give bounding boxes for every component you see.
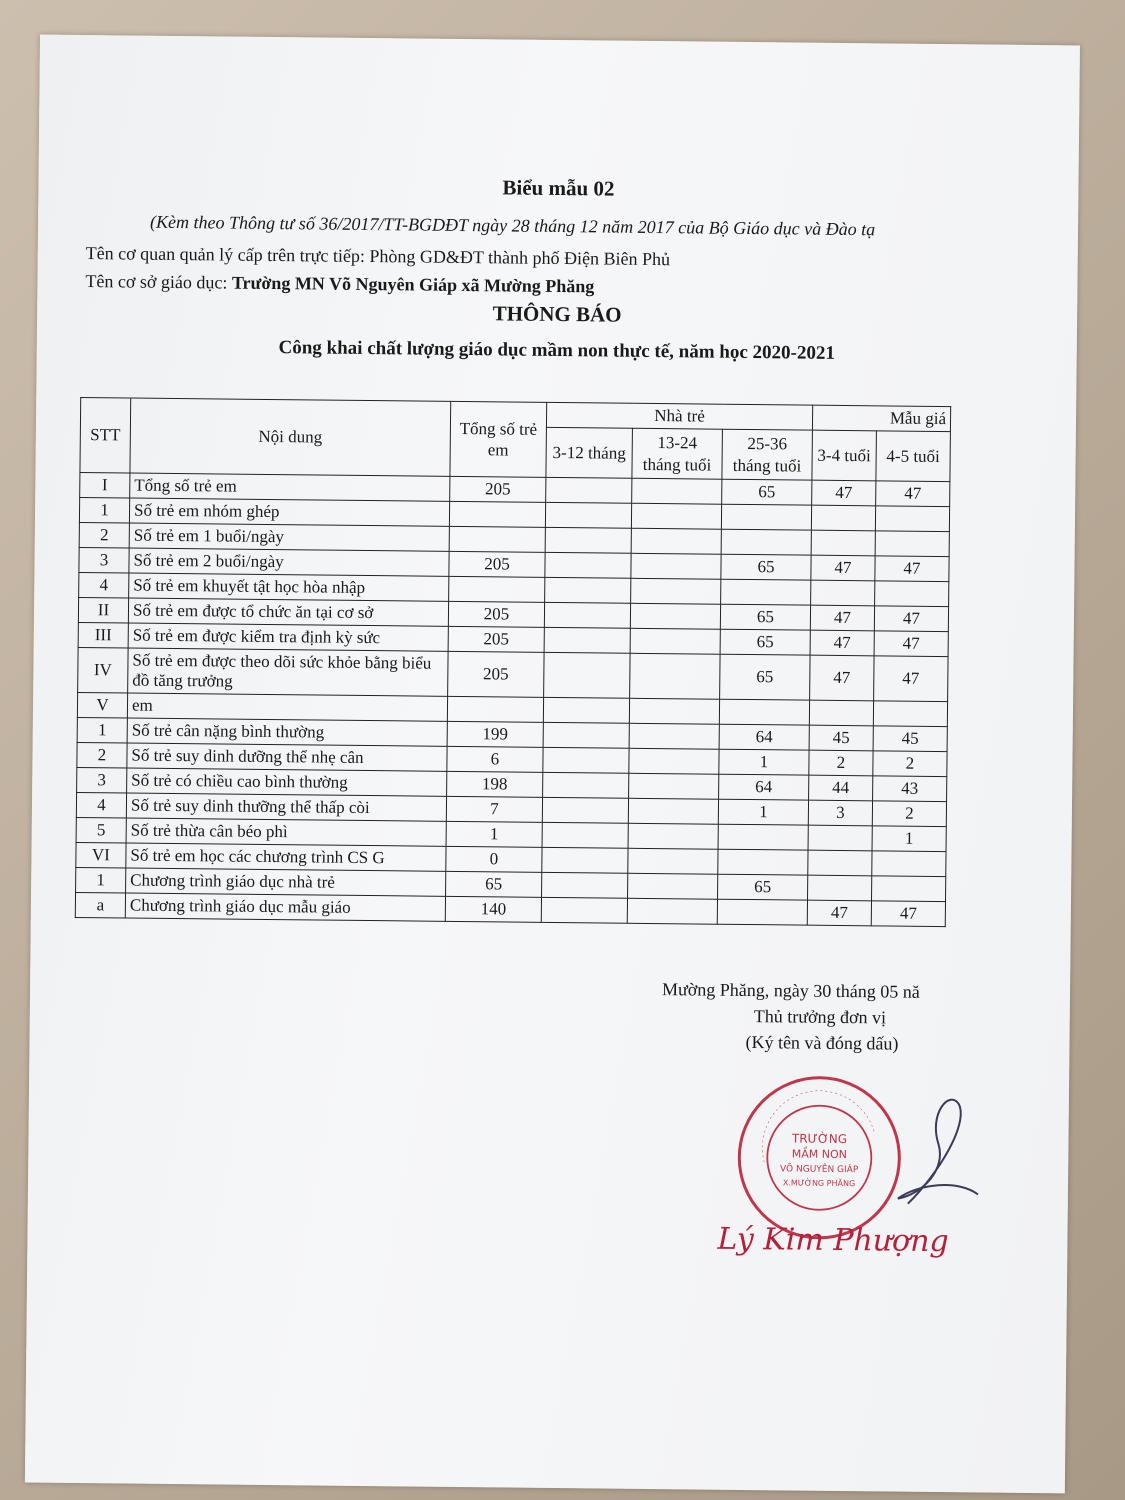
row-stt: VI	[76, 842, 126, 868]
row-age-13-24	[629, 773, 719, 799]
header-age-4-5: 4-5 tuổi	[876, 431, 951, 482]
row-age-13-24	[631, 528, 721, 554]
row-content: em	[127, 693, 447, 721]
row-total: 205	[448, 651, 544, 697]
row-age-4-5: 47	[871, 901, 945, 927]
row-age-3-12	[543, 772, 629, 798]
row-age-13-24	[631, 503, 721, 529]
row-age-25-36: 65	[722, 479, 812, 505]
header-age-13-24: 13-24 tháng tuổi	[632, 428, 723, 479]
row-content: Số trẻ em 1 buổi/ngày	[129, 523, 449, 551]
row-stt: 5	[76, 817, 126, 843]
row-total: 65	[446, 871, 542, 897]
row-content: Số trẻ em được theo dõi sức khỏe bằng biểu đồ tăng trưởng	[128, 648, 448, 696]
row-content: Số trẻ em khuyết tật học hòa nhập	[129, 573, 449, 601]
head-title: Thủ trưởng đơn vị	[753, 1006, 887, 1028]
row-age-4-5: 47	[875, 556, 949, 582]
form-title: Biểu mẫu 02	[502, 175, 615, 201]
row-age-25-36: 65	[720, 654, 810, 700]
row-stt: III	[78, 622, 128, 648]
row-age-25-36	[721, 529, 811, 555]
row-age-3-12	[545, 527, 631, 553]
row-stt: 1	[77, 717, 127, 743]
header-nursery: Nhà trẻ	[546, 402, 812, 430]
row-age-3-12	[542, 872, 628, 898]
row-age-4-5: 47	[874, 606, 948, 632]
row-age-4-5: 47	[874, 631, 948, 657]
row-age-13-24	[627, 898, 717, 924]
svg-text:X.MƯỜNG PHĂNG: X.MƯỜNG PHĂNG	[782, 1178, 856, 1189]
row-age-3-12	[542, 797, 628, 823]
row-stt: 1	[76, 867, 126, 893]
row-age-13-24	[630, 628, 720, 654]
row-age-13-24	[632, 478, 722, 504]
school-line	[85, 271, 594, 297]
row-age-3-12	[545, 552, 631, 578]
row-age-3-4	[808, 825, 872, 851]
row-total	[447, 696, 543, 722]
row-age-3-12	[543, 747, 629, 773]
row-age-25-36	[719, 699, 809, 725]
row-stt: IV	[78, 647, 128, 693]
row-stt: 2	[79, 522, 129, 548]
row-age-4-5	[872, 876, 946, 902]
header-total: Tổng số trẻ em	[450, 401, 547, 477]
row-age-3-4: 47	[807, 900, 871, 926]
row-total: 205	[448, 626, 544, 652]
place-date: Mường Phăng, ngày 30 tháng 05 nă	[661, 979, 920, 1002]
management-agency: Tên cơ quan quản lý cấp trên trực tiếp: Phòng GD&ĐT thành phố Điện Biên Phủ	[85, 243, 671, 270]
row-stt: II	[78, 597, 128, 623]
row-age-3-12	[543, 697, 629, 723]
row-total: 198	[447, 771, 543, 797]
row-age-3-4	[808, 875, 872, 901]
row-total: 0	[446, 846, 542, 872]
quality-table	[75, 397, 951, 927]
row-age-25-36	[717, 899, 807, 925]
row-age-3-4	[811, 580, 875, 606]
row-total	[449, 576, 545, 602]
row-age-25-36: 65	[721, 554, 811, 580]
row-content: Số trẻ em được kiểm tra định kỳ sức	[128, 623, 448, 651]
row-content: Chương trình giáo dục nhà trẻ	[126, 868, 446, 896]
row-content: Chương trình giáo dục mẫu giáo	[125, 893, 445, 921]
row-age-3-4	[811, 505, 875, 531]
row-total: 7	[446, 796, 542, 822]
row-stt: 2	[77, 742, 127, 768]
signer-name: Lý Kim Phượng	[717, 1221, 949, 1260]
row-age-25-36: 65	[720, 629, 810, 655]
row-age-4-5	[872, 851, 946, 877]
row-age-25-36: 65	[720, 604, 810, 630]
row-stt: V	[77, 692, 127, 718]
row-age-4-5: 45	[873, 726, 947, 752]
row-age-13-24	[630, 603, 720, 629]
row-age-13-24	[631, 553, 721, 579]
row-stt: 1	[79, 497, 129, 523]
row-age-13-24	[628, 848, 718, 874]
row-content: Số trẻ em được tổ chức ăn tại cơ sở	[128, 598, 448, 626]
document-page	[25, 35, 1080, 1494]
row-total: 1	[446, 821, 542, 847]
row-content: Số trẻ suy dinh dưỡng thể nhẹ cân	[127, 743, 447, 771]
row-content: Số trẻ em 2 buổi/ngày	[129, 548, 449, 576]
row-content: Số trẻ thừa cân béo phì	[126, 818, 446, 846]
row-age-4-5: 2	[873, 751, 947, 777]
row-stt: 3	[77, 767, 127, 793]
header-age-3-4: 3-4 tuổi	[812, 430, 877, 481]
row-age-25-36: 64	[719, 724, 809, 750]
row-age-4-5: 2	[872, 801, 946, 827]
notice-title: THÔNG BÁO	[492, 301, 622, 327]
row-age-13-24	[629, 723, 719, 749]
row-age-3-12	[541, 897, 627, 923]
header-content: Nội dung	[130, 398, 451, 476]
school-label: Tên cơ sở giáo dục:	[85, 271, 228, 293]
row-total: 205	[449, 551, 545, 577]
row-age-25-36: 1	[718, 799, 808, 825]
row-total: 199	[447, 721, 543, 747]
row-age-3-4: 47	[810, 630, 874, 656]
row-stt: a	[75, 892, 125, 918]
row-total: 140	[445, 896, 541, 922]
row-age-3-12	[542, 847, 628, 873]
row-age-13-24	[630, 653, 720, 699]
row-total: 6	[447, 746, 543, 772]
row-age-3-4: 2	[809, 750, 873, 776]
row-age-3-4	[808, 850, 872, 876]
row-age-4-5	[875, 531, 949, 557]
row-age-3-12	[544, 602, 630, 628]
row-age-25-36: 1	[719, 749, 809, 775]
row-age-4-5	[873, 701, 947, 727]
row-age-25-36	[718, 849, 808, 875]
row-age-3-12	[545, 577, 631, 603]
row-age-25-36: 64	[719, 774, 809, 800]
header-age-3-12: 3-12 tháng	[546, 427, 633, 478]
row-age-3-4: 3	[808, 800, 872, 826]
row-age-13-24	[628, 798, 718, 824]
row-age-4-5: 47	[876, 481, 950, 507]
row-content: Số trẻ cân nặng bình thường	[127, 718, 447, 746]
row-age-13-24	[629, 698, 719, 724]
header-stt: STT	[80, 398, 131, 474]
row-age-25-36	[718, 824, 808, 850]
row-age-3-12	[543, 722, 629, 748]
notice-subtitle: Công khai chất lượng giáo dục mầm non thực tế, năm học 2020-2021	[278, 337, 836, 364]
row-age-25-36	[721, 504, 811, 530]
row-age-3-4: 47	[810, 605, 874, 631]
row-age-3-12	[544, 627, 630, 653]
row-content: Số trẻ em nhóm ghép	[129, 498, 449, 526]
row-age-13-24	[631, 578, 721, 604]
circular-reference: (Kèm theo Thông tư số 36/2017/TT-BGDĐT ngày 28 tháng 12 năm 2017 của Bộ Giáo dục và Đào tạ	[149, 211, 876, 240]
row-age-4-5: 1	[872, 826, 946, 852]
row-age-4-5: 47	[874, 656, 948, 702]
row-total: 205	[450, 476, 546, 502]
row-stt: I	[80, 472, 130, 498]
row-age-3-12	[545, 502, 631, 528]
row-age-3-4: 44	[809, 775, 873, 801]
svg-text:TRƯỜNG: TRƯỜNG	[791, 1131, 848, 1147]
row-content: Số trẻ em học các chương trình CS G	[126, 843, 446, 871]
row-age-13-24	[628, 873, 718, 899]
row-age-13-24	[629, 748, 719, 774]
row-stt: 4	[79, 572, 129, 598]
row-age-13-24	[628, 823, 718, 849]
svg-text:MẦM NON: MẦM NON	[791, 1147, 847, 1162]
row-age-25-36: 65	[718, 874, 808, 900]
row-age-4-5	[875, 506, 949, 532]
svg-text:VÕ NGUYÊN GIÁP: VÕ NGUYÊN GIÁP	[780, 1164, 859, 1176]
row-age-4-5: 43	[873, 776, 947, 802]
signature-scrawl	[868, 1083, 999, 1224]
row-age-25-36	[721, 579, 811, 605]
row-age-3-12	[544, 652, 630, 698]
row-age-3-12	[546, 477, 632, 503]
row-total	[449, 526, 545, 552]
row-age-3-12	[542, 822, 628, 848]
row-age-3-4	[811, 530, 875, 556]
row-age-3-4: 47	[810, 655, 874, 701]
row-stt: 4	[76, 792, 126, 818]
school-name: Trường MN Võ Nguyên Giáp xã Mường Phăng	[231, 272, 595, 297]
row-age-3-4: 47	[812, 480, 876, 506]
header-age-25-36: 25-36 tháng tuổi	[722, 429, 813, 480]
row-stt: 3	[79, 547, 129, 573]
row-age-3-4: 45	[809, 725, 873, 751]
row-total	[449, 501, 545, 527]
row-content: Số trẻ có chiều cao bình thường	[127, 768, 447, 796]
row-content: Tổng số trẻ em	[130, 473, 450, 501]
row-total: 205	[448, 601, 544, 627]
row-age-4-5	[875, 581, 949, 607]
sign-note: (Ký tên và đóng dấu)	[745, 1031, 899, 1054]
row-age-3-4: 47	[811, 555, 875, 581]
header-kindergarten: Mẫu giá	[812, 405, 950, 431]
row-content: Số trẻ suy dinh thưỡng thể thấp còi	[126, 793, 446, 821]
row-age-3-4	[809, 700, 873, 726]
